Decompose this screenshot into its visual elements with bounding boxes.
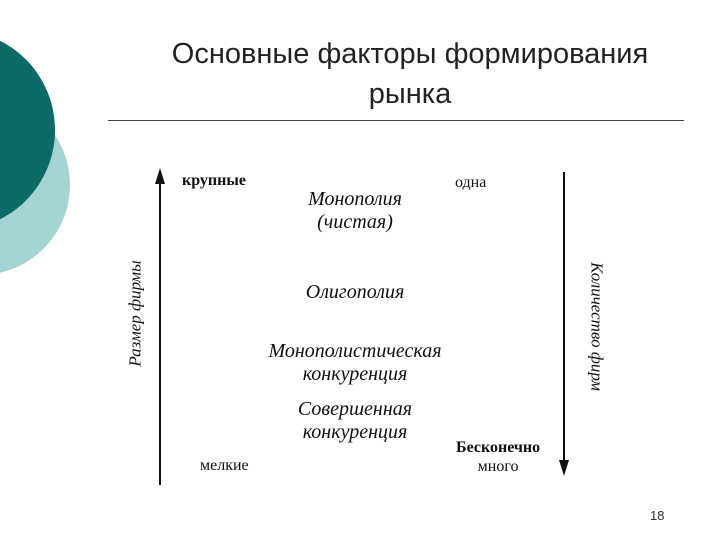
left-axis-label: Размер фирмы [125,260,145,367]
market-type-line-1: Олигополия [305,281,405,303]
market-type-oligopoly [290,281,420,304]
market-type-line-2: (чистая) [317,211,393,233]
bottom-right-line-2: много [477,458,519,475]
bottom-right-line-1: Бесконечно [456,439,541,456]
market-type-line-2: конкуренция [302,421,408,443]
top-right-label: одна [455,174,487,191]
bottom-left-label: мелкие [200,457,249,474]
bottom-right-label [456,438,540,476]
title-line-2: рынка [368,78,452,110]
market-type-monopoly [290,188,420,234]
page-number: 18 [650,508,665,523]
market-type-line-1: Монополистическая [268,340,442,362]
title-divider [108,120,684,121]
market-type-line-2: конкуренция [302,363,408,385]
slide-title [110,34,710,114]
left-arrow-head [155,168,165,184]
title-line-1: Основные факторы формирования [171,38,649,70]
right-axis-label: Количество фирм [587,262,607,391]
market-type-line-1: Монополия [308,188,402,210]
market-type-line-1: Совершенная [297,398,413,420]
right-arrow-head [559,460,569,476]
market-structure-diagram [100,160,660,490]
top-left-label: крупные [182,172,246,189]
market-type-monopolistic-competition [255,340,455,386]
market-type-perfect-competition [285,398,425,444]
